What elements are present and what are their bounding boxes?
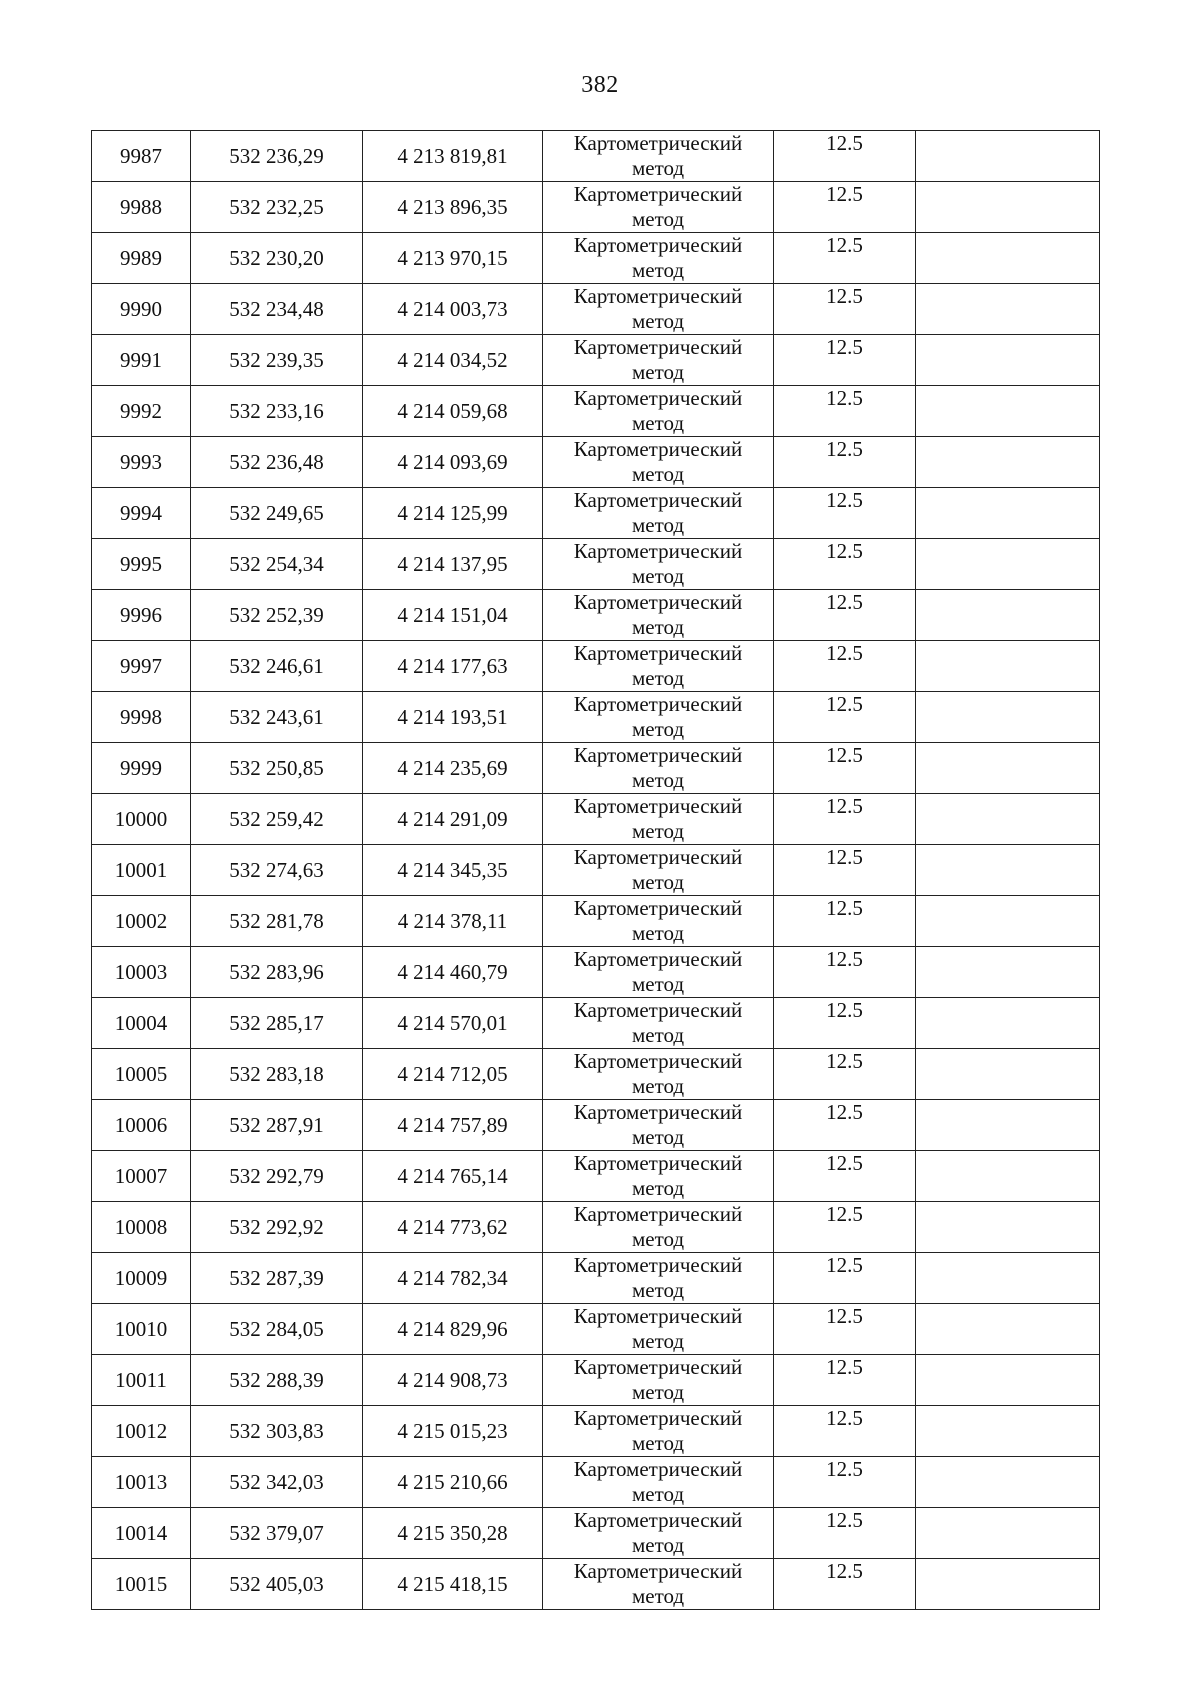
method-cell (543, 794, 774, 845)
table-row (92, 335, 1100, 386)
method-line-1: Картометрический (573, 1049, 743, 1073)
note-cell (916, 1049, 1100, 1100)
point-number-cell: 9999 (92, 743, 191, 794)
y-coordinate-cell: 4 214 782,34 (363, 1253, 543, 1304)
note-cell (916, 539, 1100, 590)
method-line-2: метод (631, 870, 685, 894)
table-row (92, 1253, 1100, 1304)
accuracy-cell: 12.5 (774, 1406, 916, 1457)
y-coordinate-cell: 4 214 345,35 (363, 845, 543, 896)
point-number-cell: 9998 (92, 692, 191, 743)
x-coordinate-cell: 532 284,05 (191, 1304, 363, 1355)
method-cell (543, 1559, 774, 1610)
accuracy-cell: 12.5 (774, 947, 916, 998)
method-line-2: метод (631, 309, 685, 333)
accuracy-cell: 12.5 (774, 1049, 916, 1100)
table-row (92, 284, 1100, 335)
method-line-2: метод (631, 1584, 685, 1608)
table-row (92, 1151, 1100, 1202)
method-cell (543, 1253, 774, 1304)
point-number-cell: 9991 (92, 335, 191, 386)
accuracy-cell: 12.5 (774, 335, 916, 386)
point-number-cell: 9996 (92, 590, 191, 641)
table-row (92, 1559, 1100, 1610)
point-number-cell: 10005 (92, 1049, 191, 1100)
x-coordinate-cell: 532 239,35 (191, 335, 363, 386)
table-row (92, 488, 1100, 539)
method-cell (543, 386, 774, 437)
point-number-cell: 10010 (92, 1304, 191, 1355)
accuracy-cell: 12.5 (774, 488, 916, 539)
method-line-2: метод (631, 1176, 685, 1200)
method-line-2: метод (631, 819, 685, 843)
accuracy-cell: 12.5 (774, 692, 916, 743)
accuracy-cell: 12.5 (774, 845, 916, 896)
y-coordinate-cell: 4 214 773,62 (363, 1202, 543, 1253)
accuracy-cell: 12.5 (774, 284, 916, 335)
method-line-2: метод (631, 666, 685, 690)
x-coordinate-cell: 532 405,03 (191, 1559, 363, 1610)
method-cell (543, 998, 774, 1049)
method-cell (543, 947, 774, 998)
method-line-2: метод (631, 156, 685, 180)
method-cell (543, 1457, 774, 1508)
note-cell (916, 998, 1100, 1049)
note-cell (916, 488, 1100, 539)
method-line-2: метод (631, 972, 685, 996)
table-row (92, 692, 1100, 743)
method-line-1: Картометрический (573, 182, 743, 206)
method-line-2: метод (631, 1278, 685, 1302)
note-cell (916, 1202, 1100, 1253)
y-coordinate-cell: 4 214 125,99 (363, 488, 543, 539)
x-coordinate-cell: 532 283,18 (191, 1049, 363, 1100)
method-cell (543, 131, 774, 182)
table-row (92, 437, 1100, 488)
note-cell (916, 743, 1100, 794)
point-number-cell: 10006 (92, 1100, 191, 1151)
table-row (92, 947, 1100, 998)
accuracy-cell: 12.5 (774, 539, 916, 590)
method-line-1: Картометрический (573, 488, 743, 512)
y-coordinate-cell: 4 214 378,11 (363, 896, 543, 947)
method-line-2: метод (631, 1533, 685, 1557)
method-cell (543, 233, 774, 284)
table-row (92, 233, 1100, 284)
method-line-2: метод (631, 360, 685, 384)
accuracy-cell: 12.5 (774, 1253, 916, 1304)
y-coordinate-cell: 4 214 570,01 (363, 998, 543, 1049)
x-coordinate-cell: 532 285,17 (191, 998, 363, 1049)
method-line-2: метод (631, 1380, 685, 1404)
note-cell (916, 845, 1100, 896)
table-row (92, 131, 1100, 182)
note-cell (916, 1406, 1100, 1457)
y-coordinate-cell: 4 214 712,05 (363, 1049, 543, 1100)
note-cell (916, 284, 1100, 335)
point-number-cell: 10012 (92, 1406, 191, 1457)
method-line-2: метод (631, 207, 685, 231)
point-number-cell: 10007 (92, 1151, 191, 1202)
accuracy-cell: 12.5 (774, 998, 916, 1049)
x-coordinate-cell: 532 287,39 (191, 1253, 363, 1304)
note-cell (916, 1457, 1100, 1508)
method-line-1: Картометрический (573, 1559, 743, 1583)
method-line-1: Картометрический (573, 437, 743, 461)
method-line-1: Картометрический (573, 233, 743, 257)
point-number-cell: 9994 (92, 488, 191, 539)
method-line-2: метод (631, 1023, 685, 1047)
note-cell (916, 1151, 1100, 1202)
method-line-1: Картометрический (573, 1508, 743, 1532)
x-coordinate-cell: 532 292,92 (191, 1202, 363, 1253)
method-line-1: Картометрический (573, 1457, 743, 1481)
table-row (92, 1406, 1100, 1457)
method-cell (543, 182, 774, 233)
note-cell (916, 590, 1100, 641)
y-coordinate-cell: 4 214 137,95 (363, 539, 543, 590)
method-line-2: метод (631, 1125, 685, 1149)
table-row (92, 794, 1100, 845)
y-coordinate-cell: 4 214 908,73 (363, 1355, 543, 1406)
method-line-1: Картометрический (573, 896, 743, 920)
note-cell (916, 437, 1100, 488)
x-coordinate-cell: 532 254,34 (191, 539, 363, 590)
method-line-2: метод (631, 1227, 685, 1251)
method-cell (543, 1202, 774, 1253)
y-coordinate-cell: 4 214 059,68 (363, 386, 543, 437)
y-coordinate-cell: 4 214 291,09 (363, 794, 543, 845)
note-cell (916, 1559, 1100, 1610)
method-cell (543, 1100, 774, 1151)
x-coordinate-cell: 532 287,91 (191, 1100, 363, 1151)
table-row (92, 386, 1100, 437)
method-line-1: Картометрический (573, 1355, 743, 1379)
method-line-2: метод (631, 258, 685, 282)
y-coordinate-cell: 4 214 034,52 (363, 335, 543, 386)
accuracy-cell: 12.5 (774, 896, 916, 947)
note-cell (916, 233, 1100, 284)
method-cell (543, 1355, 774, 1406)
point-number-cell: 10003 (92, 947, 191, 998)
y-coordinate-cell: 4 214 765,14 (363, 1151, 543, 1202)
y-coordinate-cell: 4 215 015,23 (363, 1406, 543, 1457)
y-coordinate-cell: 4 214 093,69 (363, 437, 543, 488)
method-line-2: метод (631, 615, 685, 639)
method-line-2: метод (631, 564, 685, 588)
point-number-cell: 10013 (92, 1457, 191, 1508)
point-number-cell: 10002 (92, 896, 191, 947)
table-row (92, 1508, 1100, 1559)
x-coordinate-cell: 532 342,03 (191, 1457, 363, 1508)
point-number-cell: 10015 (92, 1559, 191, 1610)
method-line-1: Картометрический (573, 845, 743, 869)
accuracy-cell: 12.5 (774, 437, 916, 488)
method-line-2: метод (631, 717, 685, 741)
method-line-1: Картометрический (573, 1406, 743, 1430)
method-line-2: метод (631, 1431, 685, 1455)
method-cell (543, 1049, 774, 1100)
x-coordinate-cell: 532 233,16 (191, 386, 363, 437)
x-coordinate-cell: 532 283,96 (191, 947, 363, 998)
x-coordinate-cell: 532 259,42 (191, 794, 363, 845)
accuracy-cell: 12.5 (774, 641, 916, 692)
x-coordinate-cell: 532 250,85 (191, 743, 363, 794)
note-cell (916, 641, 1100, 692)
method-cell (543, 743, 774, 794)
x-coordinate-cell: 532 303,83 (191, 1406, 363, 1457)
method-line-2: метод (631, 513, 685, 537)
accuracy-cell: 12.5 (774, 590, 916, 641)
method-line-2: метод (631, 462, 685, 486)
x-coordinate-cell: 532 243,61 (191, 692, 363, 743)
method-line-1: Картометрический (573, 335, 743, 359)
method-cell (543, 488, 774, 539)
method-cell (543, 1406, 774, 1457)
x-coordinate-cell: 532 230,20 (191, 233, 363, 284)
x-coordinate-cell: 532 252,39 (191, 590, 363, 641)
x-coordinate-cell: 532 236,29 (191, 131, 363, 182)
accuracy-cell: 12.5 (774, 743, 916, 794)
table-row (92, 998, 1100, 1049)
table-row (92, 1049, 1100, 1100)
table-row (92, 896, 1100, 947)
method-line-2: метод (631, 1074, 685, 1098)
method-line-1: Картометрический (573, 1100, 743, 1124)
point-number-cell: 9987 (92, 131, 191, 182)
method-line-1: Картометрический (573, 947, 743, 971)
x-coordinate-cell: 532 379,07 (191, 1508, 363, 1559)
y-coordinate-cell: 4 213 970,15 (363, 233, 543, 284)
accuracy-cell: 12.5 (774, 1355, 916, 1406)
note-cell (916, 1304, 1100, 1355)
x-coordinate-cell: 532 246,61 (191, 641, 363, 692)
point-number-cell: 10011 (92, 1355, 191, 1406)
note-cell (916, 1100, 1100, 1151)
table-row (92, 743, 1100, 794)
method-line-1: Картометрический (573, 794, 743, 818)
note-cell (916, 1253, 1100, 1304)
y-coordinate-cell: 4 214 829,96 (363, 1304, 543, 1355)
accuracy-cell: 12.5 (774, 1151, 916, 1202)
note-cell (916, 335, 1100, 386)
note-cell (916, 692, 1100, 743)
method-cell (543, 845, 774, 896)
x-coordinate-cell: 532 292,79 (191, 1151, 363, 1202)
note-cell (916, 131, 1100, 182)
x-coordinate-cell: 532 249,65 (191, 488, 363, 539)
table-body (92, 131, 1100, 1610)
note-cell (916, 947, 1100, 998)
point-number-cell: 10009 (92, 1253, 191, 1304)
method-cell (543, 896, 774, 947)
table-row (92, 1304, 1100, 1355)
x-coordinate-cell: 532 232,25 (191, 182, 363, 233)
y-coordinate-cell: 4 213 819,81 (363, 131, 543, 182)
note-cell (916, 1355, 1100, 1406)
accuracy-cell: 12.5 (774, 182, 916, 233)
y-coordinate-cell: 4 213 896,35 (363, 182, 543, 233)
method-line-1: Картометрический (573, 743, 743, 767)
page-number: 382 (581, 72, 619, 98)
note-cell (916, 1508, 1100, 1559)
method-line-1: Картометрический (573, 539, 743, 563)
table-row (92, 182, 1100, 233)
point-number-cell: 10000 (92, 794, 191, 845)
table-row (92, 845, 1100, 896)
table-row (92, 590, 1100, 641)
accuracy-cell: 12.5 (774, 1100, 916, 1151)
method-cell (543, 1508, 774, 1559)
x-coordinate-cell: 532 274,63 (191, 845, 363, 896)
accuracy-cell: 12.5 (774, 794, 916, 845)
method-line-1: Картометрический (573, 1151, 743, 1175)
method-line-2: метод (631, 1482, 685, 1506)
accuracy-cell: 12.5 (774, 1304, 916, 1355)
accuracy-cell: 12.5 (774, 233, 916, 284)
method-line-1: Картометрический (573, 998, 743, 1022)
y-coordinate-cell: 4 214 151,04 (363, 590, 543, 641)
y-coordinate-cell: 4 214 193,51 (363, 692, 543, 743)
method-line-1: Картометрический (573, 1253, 743, 1277)
point-number-cell: 10004 (92, 998, 191, 1049)
method-line-2: метод (631, 1329, 685, 1353)
y-coordinate-cell: 4 214 003,73 (363, 284, 543, 335)
point-number-cell: 9989 (92, 233, 191, 284)
method-cell (543, 641, 774, 692)
y-coordinate-cell: 4 215 350,28 (363, 1508, 543, 1559)
note-cell (916, 896, 1100, 947)
method-cell (543, 1304, 774, 1355)
point-number-cell: 10008 (92, 1202, 191, 1253)
coordinates-table (91, 130, 1100, 1610)
x-coordinate-cell: 532 234,48 (191, 284, 363, 335)
x-coordinate-cell: 532 281,78 (191, 896, 363, 947)
table-row (92, 1457, 1100, 1508)
method-line-1: Картометрический (573, 386, 743, 410)
table-row (92, 1100, 1100, 1151)
x-coordinate-cell: 532 236,48 (191, 437, 363, 488)
table-row (92, 1202, 1100, 1253)
accuracy-cell: 12.5 (774, 1202, 916, 1253)
note-cell (916, 182, 1100, 233)
point-number-cell: 10001 (92, 845, 191, 896)
accuracy-cell: 12.5 (774, 386, 916, 437)
method-line-1: Картометрический (573, 131, 743, 155)
point-number-cell: 9990 (92, 284, 191, 335)
y-coordinate-cell: 4 214 460,79 (363, 947, 543, 998)
y-coordinate-cell: 4 214 177,63 (363, 641, 543, 692)
accuracy-cell: 12.5 (774, 1559, 916, 1610)
point-number-cell: 9992 (92, 386, 191, 437)
table-row (92, 641, 1100, 692)
y-coordinate-cell: 4 215 210,66 (363, 1457, 543, 1508)
method-cell (543, 590, 774, 641)
method-cell (543, 539, 774, 590)
point-number-cell: 9993 (92, 437, 191, 488)
method-line-1: Картометрический (573, 1202, 743, 1226)
method-line-1: Картометрический (573, 692, 743, 716)
method-line-1: Картометрический (573, 284, 743, 308)
y-coordinate-cell: 4 214 757,89 (363, 1100, 543, 1151)
method-cell (543, 437, 774, 488)
method-cell (543, 284, 774, 335)
point-number-cell: 9988 (92, 182, 191, 233)
method-cell (543, 1151, 774, 1202)
y-coordinate-cell: 4 215 418,15 (363, 1559, 543, 1610)
method-line-2: метод (631, 411, 685, 435)
method-cell (543, 335, 774, 386)
accuracy-cell: 12.5 (774, 131, 916, 182)
note-cell (916, 794, 1100, 845)
note-cell (916, 386, 1100, 437)
point-number-cell: 9997 (92, 641, 191, 692)
x-coordinate-cell: 532 288,39 (191, 1355, 363, 1406)
point-number-cell: 9995 (92, 539, 191, 590)
accuracy-cell: 12.5 (774, 1508, 916, 1559)
table-row (92, 539, 1100, 590)
method-line-2: метод (631, 768, 685, 792)
y-coordinate-cell: 4 214 235,69 (363, 743, 543, 794)
accuracy-cell: 12.5 (774, 1457, 916, 1508)
method-line-1: Картометрический (573, 590, 743, 614)
method-line-1: Картометрический (573, 1304, 743, 1328)
method-line-1: Картометрический (573, 641, 743, 665)
method-line-2: метод (631, 921, 685, 945)
method-cell (543, 692, 774, 743)
table-row (92, 1355, 1100, 1406)
point-number-cell: 10014 (92, 1508, 191, 1559)
